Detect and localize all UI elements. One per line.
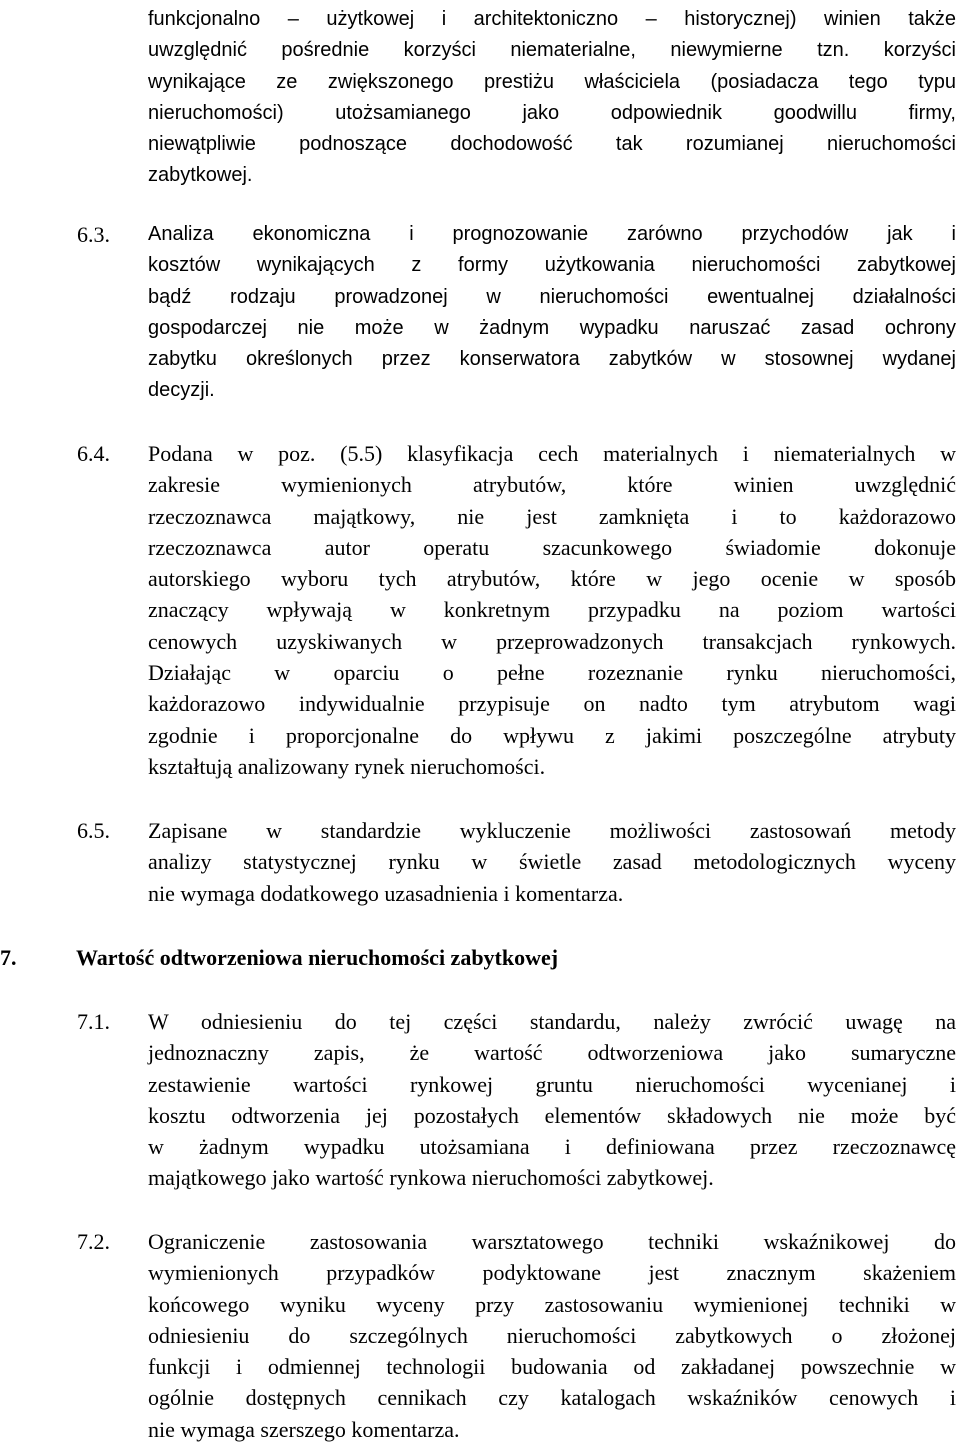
paragraph-number: 6.4. xyxy=(77,441,110,466)
text-line: gospodarczej nie może w żadnym wypadku naruszać zasad ochrony xyxy=(148,316,956,339)
text-line: Działając w oparciu o pełne rozeznanie rynku nieruchomości, xyxy=(148,660,956,686)
paragraph-number: 7.1. xyxy=(77,1009,110,1034)
text-line: analizy statystycznej rynku w świetle zasad metodologicznych wyceny xyxy=(148,849,956,875)
text-line: zgodnie i proporcjonalne do wpływu z jakimi poszczególne atrybuty xyxy=(148,722,956,748)
text-line: funkcji i odmiennej technologii budowania od zakładanej powszechnie w xyxy=(148,1354,956,1380)
text-line: kosztów wynikających z formy użytkowania nieruchomości zabytkowej xyxy=(148,254,956,277)
paragraph-body xyxy=(148,438,956,782)
text-line: nieruchomości) utożsamianego jako odpowiednik goodwillu firmy, xyxy=(148,101,956,124)
text-line: zabytkowej. xyxy=(148,164,253,187)
paragraph-body xyxy=(148,219,956,407)
text-line: Ograniczenie zastosowania warsztatowego techniki wskaźnikowej do xyxy=(148,1229,956,1254)
paragraph-number: 6.3. xyxy=(77,222,110,247)
text-line: majątkowego jako wartość rynkowa nieruchomości zabytkowej. xyxy=(148,1165,714,1191)
text-line: ogólnie dostępnych cennikach czy katalogach wskaźników cenowych i xyxy=(148,1385,956,1411)
text-line: kształtują analizowany rynek nieruchomości. xyxy=(148,753,546,779)
paragraph-body xyxy=(148,1006,956,1194)
text-line: w żadnym wypadku utożsamiana i definiowana przez rzeczoznawcę xyxy=(148,1134,956,1160)
paragraph-body xyxy=(148,1226,956,1445)
text-line: każdorazowo indywidualnie przypisuje on nadto tym atrybutom wagi xyxy=(148,691,956,717)
text-line: jednoznaczny zapis, że wartość odtworzeniowa jako sumaryczne xyxy=(148,1040,956,1066)
text-line: cenowych uzyskiwanych w przeprowadzonych transakcjach rynkowych. xyxy=(148,628,956,654)
text-line: niewątpliwie podnoszące dochodowość tak rozumianej nieruchomości xyxy=(148,133,956,156)
section-title: Wartość odtworzeniowa nieruchomości zabytkowej xyxy=(76,945,559,970)
text-line: zakresie wymienionych atrybutów, które winien uwzględnić xyxy=(148,472,956,498)
text-line: W odniesieniu do tej części standardu, należy zwrócić uwagę na xyxy=(148,1009,956,1034)
paragraph-number: 7.2. xyxy=(77,1229,110,1254)
text-line: końcowego wyniku wyceny przy zastosowaniu wymienionej techniki w xyxy=(148,1291,956,1317)
text-line: autorskiego wyboru tych atrybutów, które w jego ocenie w sposób xyxy=(148,566,956,592)
paragraph-number: 6.5. xyxy=(77,818,110,843)
text-line: wynikające ze zwiększonego prestiżu właściciela (posiadacza tego typu xyxy=(148,70,956,93)
text-line: wymienionych przypadków podyktowane jest znacznym skażeniem xyxy=(148,1260,956,1286)
text-line: kosztu odtworzenia jej pozostałych elementów składowych nie może być xyxy=(148,1102,956,1128)
text-line: bądź rodzaju prowadzonej w nieruchomości ewentualnej działalności xyxy=(148,285,956,308)
section-number: 7. xyxy=(0,945,17,970)
paragraph-body xyxy=(148,815,956,909)
text-line: zestawienie wartości rynkowej gruntu nieruchomości wycenianej i xyxy=(148,1071,956,1097)
text-line: Zapisane w standardzie wykluczenie możliwości zastosowań metody xyxy=(148,818,956,843)
text-line: Podana w poz. (5.5) klasyfikacja cech materialnych i niematerialnych w xyxy=(148,441,956,466)
text-line: nie wymaga dodatkowego uzasadnienia i komentarza. xyxy=(148,880,624,906)
text-line: Analiza ekonomiczna i prognozowanie zarówno przychodów jak i xyxy=(148,223,956,245)
text-line: decyzji. xyxy=(148,379,215,402)
paragraph-body xyxy=(148,4,956,192)
text-line: funkcjonalno – użytkowej i architektoniczno – historycznej) winien także xyxy=(148,8,956,30)
text-line: rzeczoznawca autor operatu szacunkowego świadomie dokonuje xyxy=(148,534,956,560)
text-line: uwzględnić pośrednie korzyści niematerialne, niewymierne tzn. korzyści xyxy=(148,39,956,62)
text-line: znaczący wpływają w konkretnym przypadku na poziom wartości xyxy=(148,597,956,623)
text-line: zabytku określonych przez konserwatora zabytków w stosownej wydanej xyxy=(148,348,956,371)
text-line: rzeczoznawca majątkowy, nie jest zamknięta i to każdorazowo xyxy=(148,503,956,529)
text-line: odniesieniu do szczególnych nieruchomości zabytkowych o złożonej xyxy=(148,1322,956,1348)
text-line: nie wymaga szerszego komentarza. xyxy=(148,1416,460,1442)
